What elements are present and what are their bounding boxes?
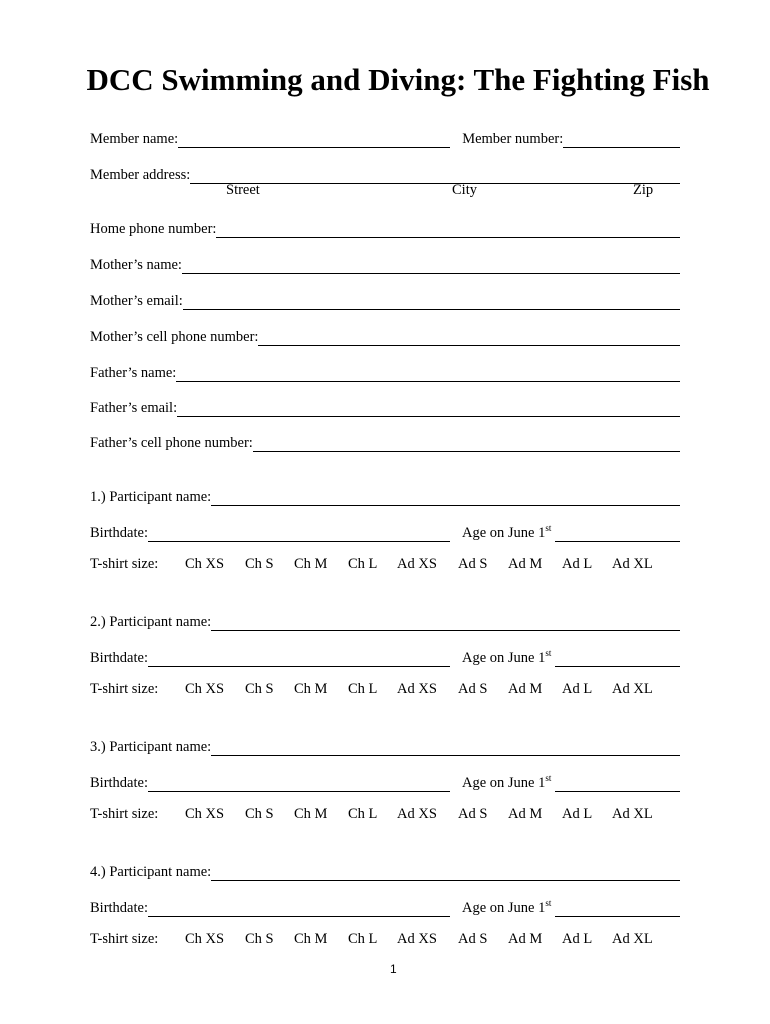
father-name-field[interactable]: [176, 365, 680, 382]
form-title: DCC Swimming and Diving: The Fighting Fish: [86, 62, 710, 97]
home-phone-label: Home phone number:: [90, 221, 217, 237]
participant-1-name-row: [90, 484, 680, 506]
shirt-option-ch-s[interactable]: Ch S: [245, 556, 274, 572]
home-phone-row: [90, 216, 680, 238]
shirt-option-ch-s[interactable]: Ch S: [245, 681, 274, 697]
participant-4-name-row: [90, 859, 680, 881]
mother-email-label: Mother’s email:: [90, 293, 183, 309]
shirt-option-ad-xl[interactable]: Ad XL: [612, 556, 653, 572]
mother-email-row: [90, 288, 680, 310]
shirt-option-ch-xs[interactable]: Ch XS: [185, 681, 225, 697]
participant-1-shirt-row: [90, 556, 690, 578]
shirt-size-label: T-shirt size:: [90, 681, 159, 697]
street-label: Street: [226, 182, 260, 198]
shirt-option-ad-m[interactable]: Ad M: [508, 931, 543, 947]
shirt-option-ch-m[interactable]: Ch M: [294, 556, 328, 572]
member-number-label: Member number:: [462, 131, 564, 147]
participant-1-birthdate-row: [90, 520, 680, 542]
shirt-option-ad-xs[interactable]: Ad XS: [397, 931, 437, 947]
shirt-option-ch-s[interactable]: Ch S: [245, 931, 274, 947]
shirt-option-ad-s[interactable]: Ad S: [458, 931, 488, 947]
father-cell-row: [90, 430, 680, 452]
participant-name-label: 4.) Participant name:: [90, 864, 212, 880]
participant-3-name-field[interactable]: [211, 739, 680, 756]
birthdate-label: Birthdate:: [90, 900, 148, 916]
shirt-option-ch-m[interactable]: Ch M: [294, 806, 328, 822]
shirt-option-ad-xl[interactable]: Ad XL: [612, 931, 653, 947]
shirt-option-ch-l[interactable]: Ch L: [348, 556, 378, 572]
father-name-row: [90, 360, 680, 382]
member-name-label: Member name:: [90, 131, 179, 147]
mother-email-field[interactable]: [183, 293, 680, 310]
shirt-size-label: T-shirt size:: [90, 806, 159, 822]
participant-2-age-field[interactable]: [555, 650, 680, 667]
participant-2-shirt-row: [90, 681, 690, 703]
participant-1-age-field[interactable]: [555, 525, 680, 542]
address-sublabels: [90, 182, 680, 202]
shirt-option-ad-xs[interactable]: Ad XS: [397, 556, 437, 572]
participant-4-birthdate-field[interactable]: [148, 900, 450, 917]
age-label: Age on June 1st: [462, 648, 552, 666]
home-phone-field[interactable]: [216, 221, 680, 238]
shirt-option-ad-xs[interactable]: Ad XS: [397, 806, 437, 822]
member-name-row: [90, 126, 680, 148]
shirt-option-ch-l[interactable]: Ch L: [348, 806, 378, 822]
participant-1-name-field[interactable]: [211, 489, 680, 506]
participant-3-shirt-row: [90, 806, 690, 828]
father-email-row: [90, 395, 680, 417]
father-email-label: Father’s email:: [90, 400, 178, 416]
member-name-field[interactable]: [178, 131, 450, 148]
father-name-label: Father’s name:: [90, 365, 177, 381]
mother-name-row: [90, 252, 680, 274]
participant-4-age-field[interactable]: [555, 900, 680, 917]
shirt-option-ad-xl[interactable]: Ad XL: [612, 681, 653, 697]
page-number: 1: [390, 962, 397, 976]
shirt-size-label: T-shirt size:: [90, 931, 159, 947]
member-address-label: Member address:: [90, 167, 191, 183]
shirt-option-ch-m[interactable]: Ch M: [294, 931, 328, 947]
shirt-option-ch-m[interactable]: Ch M: [294, 681, 328, 697]
participant-4-name-field[interactable]: [211, 864, 680, 881]
shirt-option-ad-s[interactable]: Ad S: [458, 556, 488, 572]
father-cell-field[interactable]: [253, 435, 680, 452]
participant-4-shirt-row: [90, 931, 690, 953]
shirt-option-ad-l[interactable]: Ad L: [562, 556, 593, 572]
shirt-option-ad-l[interactable]: Ad L: [562, 931, 593, 947]
participant-3-birthdate-row: [90, 770, 680, 792]
mother-cell-row: [90, 324, 680, 346]
shirt-option-ch-xs[interactable]: Ch XS: [185, 931, 225, 947]
shirt-option-ch-l[interactable]: Ch L: [348, 681, 378, 697]
participant-4-birthdate-row: [90, 895, 680, 917]
mother-name-field[interactable]: [182, 257, 680, 274]
participant-name-label: 1.) Participant name:: [90, 489, 212, 505]
age-label: Age on June 1st: [462, 898, 552, 916]
shirt-option-ch-xs[interactable]: Ch XS: [185, 806, 225, 822]
participant-name-label: 3.) Participant name:: [90, 739, 212, 755]
birthdate-label: Birthdate:: [90, 650, 148, 666]
participant-3-birthdate-field[interactable]: [148, 775, 450, 792]
shirt-option-ad-s[interactable]: Ad S: [458, 806, 488, 822]
zip-label: Zip: [633, 182, 654, 198]
member-number-field[interactable]: [563, 131, 680, 148]
shirt-option-ad-m[interactable]: Ad M: [508, 681, 543, 697]
age-label: Age on June 1st: [462, 523, 552, 541]
mother-cell-field[interactable]: [258, 329, 680, 346]
participant-2-name-field[interactable]: [211, 614, 680, 631]
participant-name-label: 2.) Participant name:: [90, 614, 212, 630]
participant-3-name-row: [90, 734, 680, 756]
shirt-option-ad-m[interactable]: Ad M: [508, 806, 543, 822]
participant-2-birthdate-row: [90, 645, 680, 667]
participant-3-age-field[interactable]: [555, 775, 680, 792]
shirt-option-ad-s[interactable]: Ad S: [458, 681, 488, 697]
shirt-option-ch-xs[interactable]: Ch XS: [185, 556, 225, 572]
shirt-option-ch-s[interactable]: Ch S: [245, 806, 274, 822]
shirt-size-label: T-shirt size:: [90, 556, 159, 572]
shirt-option-ad-m[interactable]: Ad M: [508, 556, 543, 572]
participant-1-birthdate-field[interactable]: [148, 525, 450, 542]
mother-cell-label: Mother’s cell phone number:: [90, 329, 259, 345]
shirt-option-ad-xs[interactable]: Ad XS: [397, 681, 437, 697]
mother-name-label: Mother’s name:: [90, 257, 182, 273]
shirt-option-ad-xl[interactable]: Ad XL: [612, 806, 653, 822]
city-label: City: [452, 182, 477, 198]
father-email-field[interactable]: [177, 400, 680, 417]
age-label: Age on June 1st: [462, 773, 552, 791]
participant-2-name-row: [90, 609, 680, 631]
shirt-option-ad-l[interactable]: Ad L: [562, 681, 593, 697]
participant-2-birthdate-field[interactable]: [148, 650, 450, 667]
shirt-option-ad-l[interactable]: Ad L: [562, 806, 593, 822]
birthdate-label: Birthdate:: [90, 775, 148, 791]
father-cell-label: Father’s cell phone number:: [90, 435, 253, 451]
member-address-row: [90, 162, 680, 184]
shirt-option-ch-l[interactable]: Ch L: [348, 931, 378, 947]
birthdate-label: Birthdate:: [90, 525, 148, 541]
